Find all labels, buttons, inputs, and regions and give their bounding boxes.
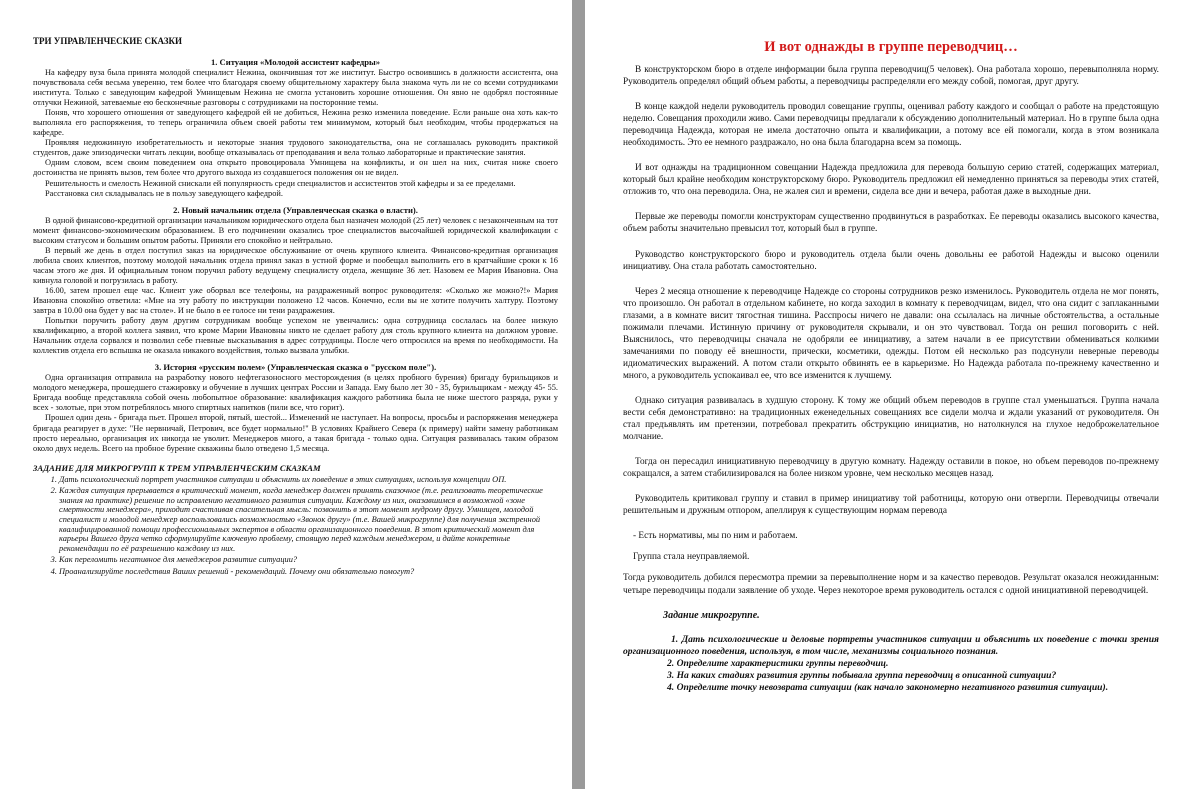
story-title: И вот однажды в группе переводчиц…: [764, 39, 1018, 55]
task-item: 3. На каких стадиях развития группы побывала группа переводчиц в описанной ситуации?: [667, 670, 1057, 682]
paragraph: В конце каждой недели руководитель проводил совещание группы, оценивал работу каждого и сообщал о работе на предстоящую неделю. Совещания проходили живо. Сами переводчицы предлагали к обсуждению дополнительный материал. Но в группе была одна переводчица Надежда, которая не имела достаточно опыта и квалификации, а потому все ей помогали, когда в этом возникала необходимость. Это ее немного раздражало, но она была благодарна всем за помощь.: [623, 102, 1159, 149]
paragraph: Расстановка сил складывалась не в пользу заведующего кафедрой.: [45, 188, 284, 198]
section-heading: 3. История «русским полем» (Управленческая сказка о "русском поле").: [154, 362, 437, 373]
task-item: 4. Определите точку невозврата ситуации (как начало закономерно негативного развития ситуации).: [667, 682, 1109, 694]
paragraph: Через 2 месяца отношение к переводчице Надежде со стороны сотрудников резко изменилось. Руководитель отдела не мог понять, что произошло. Он работал в отдельном кабинете, но когда заходил в комнату к переводчицам, видел, что она сидит с заплаканными глазами, а в комнате висит тягостная тишина. Расспросы ничего не давали: она ссылалась на личные обстоятельства, а остальные пожимали плечами. Истинную причину от руководителя скрывали, и он это чувствовал. Тогда он решил поговорить с ней. Выяснилось, что переводчицы сначала не одобряли ее инициативу, а затем начали в ее присутствии обмениваться колкими замечаниями по поводу её внешности, прически, косметики, одежды. Потом ей несколько раз подсунули неверные переводы идиоматических выражений. А потом стали открыто обвинять ее в карьеризме. Но Надежда работала по-прежнему качественно и много, а руководитель успокаивал ее, что все изменится к лучшему.: [623, 286, 1159, 381]
task-list: [33, 475, 558, 577]
paragraph: Одним словом, всем своим поведением она открыто провоцировала Умнищева на конфликты, и он шел на них, считая ниже своего достоинства не принять вызов, тем более что другого выхода из создавшегося положения он не видел.: [33, 158, 558, 178]
task-item: 1. Дать психологический портрет участников ситуации и объяснить их поведение в этих ситуациях, используя концепции ОП.: [59, 475, 558, 485]
paragraph: И вот однажды на традиционном совещании Надежда предложила для перевода большую серию статей, содержащих материал, который был крайне необходим конструкторскому бюро. Руководитель предложил ей немедленно приняться за переводы этих статей, отложив то, что она переводила. Она, не жалея сил и времени, сидела все дни и вечера, работая даже в выходные дни.: [623, 163, 1159, 198]
paragraph: На кафедру вуза была принята молодой специалист Нежина, окончившая тот же институт. Быстро освоившись в должности ассистента, она почувствовала себя весьма уверенно, тем более что благодаря своему общительному характеру была знакома чуть ли не со всеми сотрудниками института. Только с заведующим кафедрой Умнищевым Нежина не смогла установить хорошие отношения. Он явно не одобрял постоянные отлучки Нежиной, затеваемые ею бесконечные разговоры с сотрудниками на посторонние темы.: [33, 68, 558, 108]
paragraph: Первые же переводы помогли конструкторам существенно продвинуться в разработках. Ее переводы оказались высокого качества, объем работы значительно превысил тот, который был в группе.: [623, 212, 1159, 235]
paragraph: Тогда он пересадил инициативную переводчицу в другую комнату. Надежду оставили в покое, но объем переводов по-прежнему сокращался, а затем стабилизировался на более низком уровне, чем несколько месяцев назад.: [623, 457, 1159, 480]
paragraph: В конструкторском бюро в отделе информации была группа переводчиц(5 человек). Она работала хорошо, перевыполняла норму. Руководитель определял общий объем работы, а переводчицы распределяли его между собой, помогая, друг другу.: [623, 65, 1159, 88]
task-item: 3. Как переломить негативное для менеджеров развитие ситуации?: [59, 555, 558, 565]
paragraph: В одной финансово-кредитной организации начальником юридического отдела был назначен молодой (25 лет) человек с незаконченным на тот момент финансово-экономическим образованием. В его подчинении оказались трое специалистов высочайшей юридической квалификации с высоким статусом и большим опытом работы. Приняли его спокойно и нейтрально.: [33, 215, 558, 245]
paragraph: Руководитель критиковал группу и ставил в пример инициативу той работницы, которую они отвергли. Переводчицы отвечали решительным и дружным отпором, апеллируя к существующим нормам перевода: [623, 494, 1159, 517]
task-title: Задание микрогруппе.: [663, 609, 760, 621]
document-title: ТРИ УПРАВЛЕНЧЕСКИЕ СКАЗКИ: [33, 36, 183, 46]
paragraph: Однако ситуация развивалась в худшую сторону. К тому же общий объем переводов в группе стал уменьшаться. Группа начала вести себя демонстративно: на традиционных еженедельных совещаниях все сидели молча и ждали указаний от руководителя. Он стал предъявлять им претензии, потребовал прекратить обструкцию инициатив, но натолкнулся на глухое недоброжелательное молчание.: [623, 395, 1159, 443]
task-item: 2. Каждая ситуация прерывается в критический момент, когда менеджер должен принять сказочное (т.е. реализовать теоретические знания на практике) решение по исправлению негативного развития ситуации. Каждому из них, оказавшимся в возможной «зоне смертности менеджера», приходит счастливая спасительная мысль: позвонить в этот момент мудрому другу. Умнищев, молодой специалист и молодой менеджер воспользовались возможностью «Звонок другу» (т.е. Вашей микрогруппе) для получения экстренной квалифицированной помощи профессиональных экспертов в области организационного поведения. В этот критический момент для карьеры Вашего друга четко сформулируйте ключевую проблему, стоящую перед каждым менеджером, и дайте конкретные рекомендации по её разрешению каждому из них.: [59, 486, 558, 553]
task-item: 1. Дать психологические и деловые портреты участников ситуации и объяснить их поведение с точки зрения организационного поведения, используя, в том числе, механизмы социального познания.: [623, 633, 1159, 657]
section-2: [33, 205, 558, 357]
paragraph: - Есть нормативы, мы по ним и работаем.: [633, 531, 798, 542]
paragraph: Одна организация отправила на разработку нового нефтегазоносного месторождения (в целях пробного бурения) бригаду бурильщиков и молодого менеджера, прошедшего стажировку и обучение в лучших центрах России и Запада. Ему было лет 30 - 35, бурильщикам - между 45- 55. Бригада вообще представляла собой очень любопытное образование: квалификация каждого работника была не ниже шестого разряда, руки у всех - золотые, при этом потреблялось много спиртных напитков (пили все, что горит).: [33, 373, 558, 413]
paragraph: Группа стала неуправляемой.: [633, 552, 750, 563]
task-title: ЗАДАНИЕ ДЛЯ МИКРОГРУПП К ТРЕМ УПРАВЛЕНЧЕСКИМ СКАЗКАМ: [33, 462, 321, 473]
paragraph: Прошел один день - бригада пьет. Прошел второй, пятый, шестой... Изменений не наступает. На вопросы, просьбы и распоряжения менеджера бригада реагирует в духе: "Не нервничай, Петрович, все будет нормально!" В условиях Крайнего Севера (к примеру) найти замену работникам просто нереально, организация их никогда не уволит. Менеджеров много, а такая бригада - только одна. Ситуация развивалась таким образом около двух недель. Всего на пробное бурение скважины было отведено 1,5 месяца.: [33, 413, 558, 453]
section-heading: 2. Новый начальник отдела (Управленческая сказка о власти).: [173, 204, 418, 215]
paragraph: Проявляя недюжинную изобретательность и некоторые знания трудового законодательства, она не соглашалась руководить практикой студентов, даже эпизодически читать лекции, вообще отказывалась от преподавания и вела только лабораторные и практические занятия.: [33, 138, 558, 158]
paragraph: Руководство конструкторского бюро и руководитель отдела были очень довольны ее работой Надежды и высоко оценили инициативу. Она стала работать самостоятельно.: [623, 249, 1159, 272]
left-document-page: [0, 0, 572, 789]
paragraph: 16.00, затем прошел еще час. Клиент уже оборвал все телефоны, на раздраженный вопрос руководителя: «Сколько же можно?!» Мария Ивановна спокойно ответила: «Мне на эту работу по инструкции положено 12 часов. Конечно, если вы не хотите получить халтуру. Поэтому завтра в 10.00 она будет у вас на столе». И не было в ее голосе ни тени раздражения.: [33, 285, 558, 316]
task-item: 2. Определите характеристики группы переводчиц.: [667, 658, 889, 669]
paragraph: В первый же день в отдел поступил заказ на юридическое обслуживание от очень крупного клиента. Финансово-кредитная организация любила своих клиентов, поэтому молодой начальник отдела принял заказ в устной форме и пообещал выполнить его в кратчайшие сроки к 16 часам этого же дня. И официальным тоном поручил работу ведущему специалисту отдела, женщине 36 лет. Назовем ее Мария Ивановна. Она кивнула головой и погрузилась в работу.: [33, 245, 558, 285]
section-1: [33, 57, 558, 199]
page-gap: [572, 0, 585, 789]
section-3: [33, 362, 558, 453]
task-item: 4. Проанализируйте последствия Ваших решений - рекомендаций. Почему они обязательно помогут?: [59, 567, 558, 577]
right-document-page: [585, 0, 1177, 789]
paragraph: Решительность и смелость Нежиной снискали ей популярность среди специалистов и ассистентов этой кафедры и за ее пределами.: [45, 178, 516, 188]
section-heading: 1. Ситуация «Молодой ассистент кафедры»: [210, 57, 381, 67]
paragraph: Поняв, что хорошего отношения от заведующего кафедрой ей не добиться, Нежина резко изменила поведение. Если раньше она хоть как-то выполняла его распоряжения, то теперь ограничила объем своей работы тем минимумом, который был необходим, чтобы продержаться на кафедре.: [33, 108, 558, 138]
paragraph: Тогда руководитель добился пересмотра премии за перевыполнение норм и за качество переводов. Результат оказался неожиданным: четыре переводчицы подали заявление об уходе. Через некоторое время руководитель остался с одной инициативной переводчицей.: [623, 573, 1159, 596]
paragraph: Попытки поручить работу двум другим сотрудникам вообще успехом не увенчались: одна сотрудница сослалась на более низкую квалификацию, а второй коллега заявил, что кроме Марии Ивановны никто не сделает работу для столь крупного клиента на должном уровне. Начальник отдела сорвался и позволил себе гневные высказывания в адрес сотрудницы. После чего отпросился на время по необходимости. На коллектив отдела его вспышка не оказала никакого воздействия, только вызвала улыбки.: [33, 316, 558, 356]
